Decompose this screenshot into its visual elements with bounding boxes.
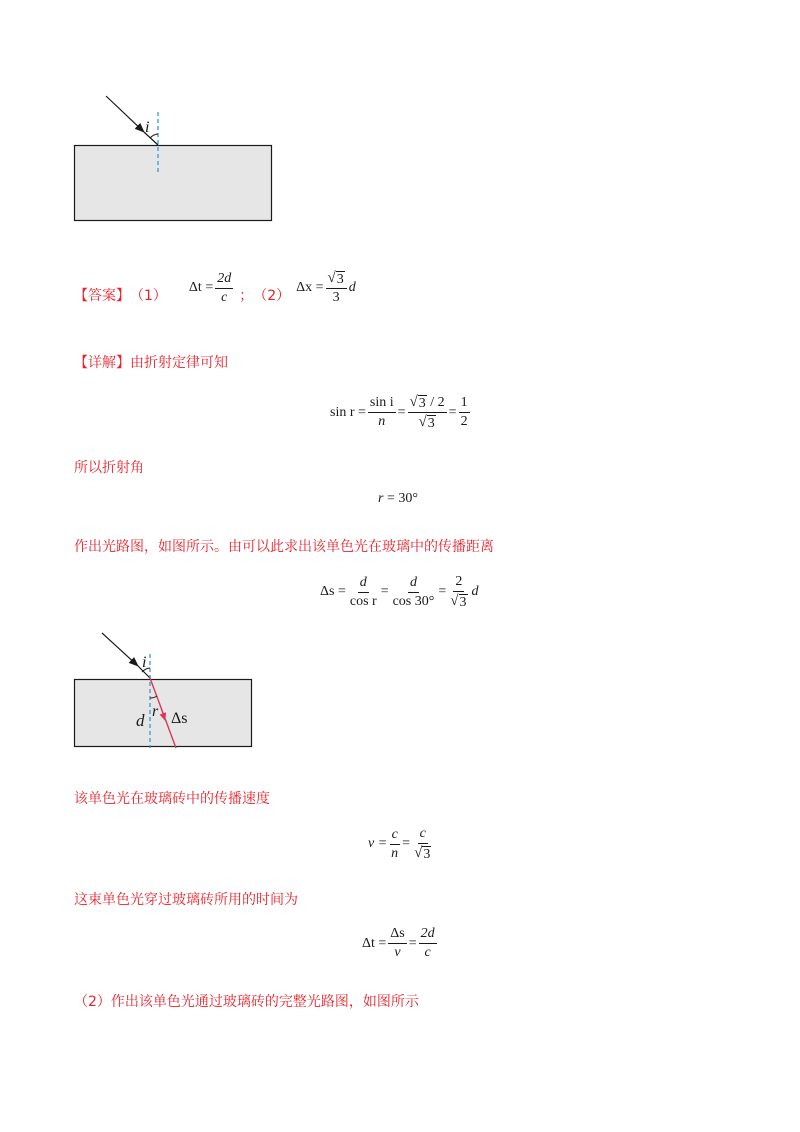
equation-distance: Δs = $\frac{d}{\text{cos r}}$ = $\frac{d}{\cos 30^\circ}$ = 2 √ 3 d (320, 574, 479, 610)
snell-f3-den: 2 (460, 414, 468, 429)
snell-f2-den-root: 3 (427, 416, 435, 431)
v-f2-den-root: 3 (423, 847, 431, 862)
ds-f3-num: 2 (453, 574, 464, 592)
snell-f2-num-tail: / 2 (426, 395, 445, 410)
snell-f2-num-root: 3 (418, 396, 426, 411)
answer-part1: （1） (130, 288, 167, 304)
answer-eq1 (189, 271, 235, 306)
detail-tag: 【详解】 (74, 355, 130, 371)
label-ds: Δs (171, 710, 188, 727)
figure-light-path (60, 628, 270, 758)
ds-f1-num: d (358, 575, 369, 593)
eq2-lhs: Δx = (296, 280, 324, 295)
v-f1-den: n (391, 845, 399, 861)
t-lhs: Δt = (362, 935, 387, 951)
label-d: d (136, 711, 145, 730)
line-time: 这束单色光穿过玻璃砖所用的时间为 (74, 892, 298, 908)
incident-ray (106, 96, 144, 132)
glass-block (75, 146, 272, 221)
eq1-num: 2d (215, 271, 233, 289)
snell-f1-num: sin i (368, 395, 396, 413)
angle-i-label: i (145, 119, 150, 136)
snell-f3-num: 1 (459, 395, 470, 413)
eq2-num: 3 (336, 272, 344, 287)
ds-lhs: Δs = (320, 584, 346, 599)
label-r: r (152, 703, 159, 720)
answer-eq2: Δx = √ 3 3 d (296, 270, 356, 305)
equation-speed: v = $\frac{c}{n}$ = c √ 3 (368, 826, 431, 862)
v-lhs: v = (368, 836, 388, 851)
detail-line (74, 352, 228, 372)
label-i: i (142, 654, 147, 671)
ds-f2-num: d (408, 575, 419, 593)
equation-snell: sin r = $\frac{\text{sin i}}{n}$ = √ 3 / 2 √ 3 = $\frac{1}{2}$ (330, 394, 468, 431)
ds-tail: d (471, 584, 479, 599)
eq1-lhs: Δt = (188, 280, 214, 295)
ds-f1-den: cos r (349, 593, 377, 609)
eq2-den: 3 (332, 290, 340, 305)
line-speed: 该单色光在玻璃砖中的传播速度 (74, 791, 270, 807)
t-f1-num: Δs (388, 926, 406, 944)
equation-time: Δt = $\frac{\Delta s}{v}$ = $\frac{2d}{c}$ (362, 926, 435, 960)
ds-f3-den-root: 3 (459, 595, 467, 610)
line-part2: （2）作出该单色光通过玻璃砖的完整光路图，如图所示 (74, 994, 419, 1010)
v-f1-num: c (390, 827, 400, 845)
figure-incident-light (60, 90, 290, 230)
eq2-tail: d (348, 280, 356, 295)
detail-text: 由折射定律可知 (130, 355, 228, 371)
angle-arc (150, 134, 158, 138)
v-f2-num: c (418, 826, 428, 844)
t-f2-den: c (424, 945, 431, 960)
line-refraction-angle: 所以折射角 (74, 460, 144, 476)
incident-ray-2 (102, 633, 138, 666)
snell-f1-den: n (378, 414, 386, 429)
t-f1-den: v (394, 945, 401, 960)
answer-separator: ； (239, 288, 254, 304)
answer-part2: （2） (253, 288, 291, 304)
t-f2-num: 2d (419, 926, 437, 944)
snell-lhs: sin r = (330, 404, 366, 420)
equation-angle: r = 30° (378, 491, 418, 506)
eq1-den: c (221, 289, 228, 305)
line-light-path: 作出光路图，如图所示。由可以此求出该单色光在玻璃中的传播距离 (74, 539, 494, 555)
ds-f2-den: cos 30° (392, 593, 435, 609)
answer-row (74, 268, 356, 308)
answer-tag: 【答案】 (74, 288, 130, 304)
